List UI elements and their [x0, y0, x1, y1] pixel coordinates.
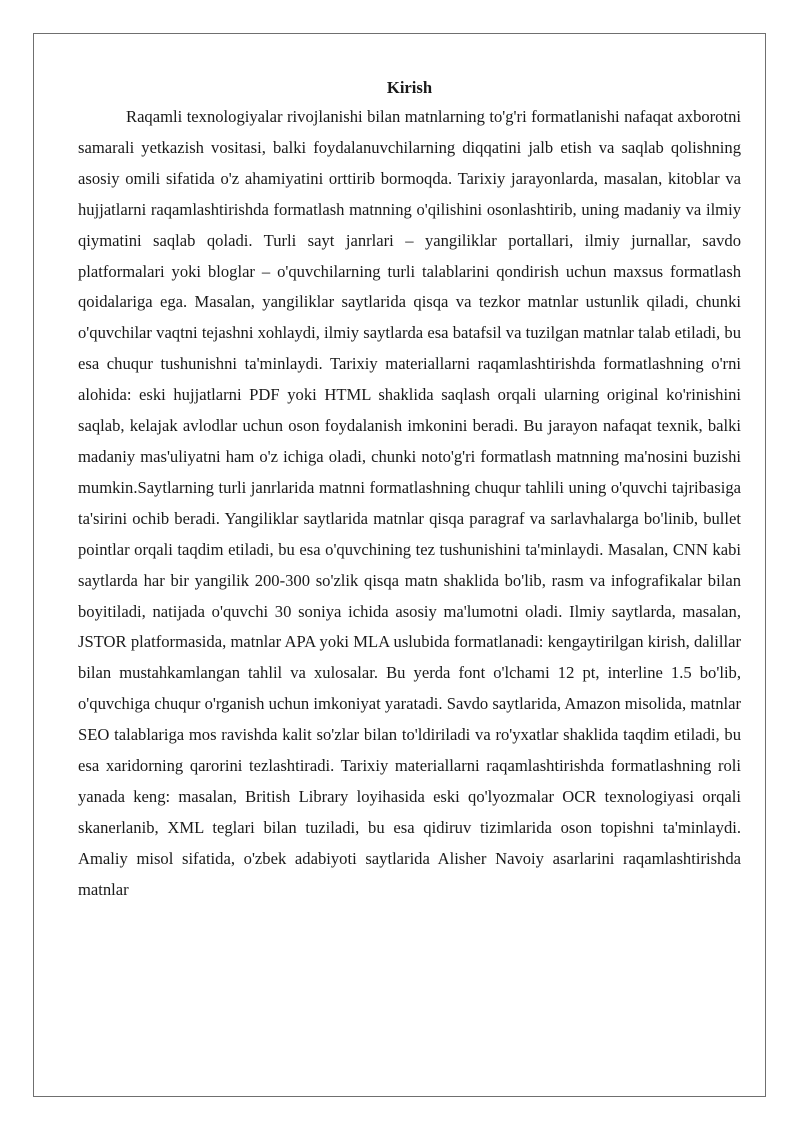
document-title: Kirish [386, 78, 433, 97]
document-content [78, 74, 741, 906]
document-paragraph: Raqamli texnologiyalar rivojlanishi bilan matnlarning to'g'ri formatlanishi nafaqat axborotni samarali yetkazish vositasi, balki foydalanuvchilarning diqqatini jalb etish va saqlab qolishning asosiy omili sifatida o'z ahamiyatini orttirib bormoqda. Tarixiy jarayonlarda, masalan, kitoblar va hujjatlarni raqamlashtirishda formatlash matnning o'qilishini osonlashtirib, uning madaniy va ilmiy qiymatini saqlab qoladi. Turli sayt janrlari – yangiliklar portallari, ilmiy jurnallar, savdo platformalari yoki bloglar – o'quvchilarning turli talablarini qondirish uchun maxsus formatlash qoidalariga ega. Masalan, yangiliklar saytlarida qisqa va tezkor matnlar ustunlik qiladi, chunki o'quvchilar vaqtni tejashni xohlaydi, ilmiy saytlarda esa batafsil va tuzilgan matnlar talab etiladi, bu esa chuqur tushunishni ta'minlaydi. Tarixiy materiallarni raqamlashtirishda formatlashning o'rni alohida: eski hujjatlarni PDF yoki HTML shaklida saqlash orqali ularning original ko'rinishini saqlab, kelajak avlodlar uchun oson foydalanish imkonini beradi. Bu jarayon nafaqat texnik, balki madaniy mas'uliyatni ham o'z ichiga oladi, chunki noto'g'ri formatlash matnning ma'nosini buzishi mumkin.Saytlarning turli janrlarida matnni formatlashning chuqur tahlili uning o'quvchi tajribasiga ta'sirini ochib beradi. Yangiliklar saytlarida matnlar qisqa paragraf va sarlavhalarga bo'linib, bullet pointlar orqali taqdim etiladi, bu esa o'quvchining tez tushunishini ta'minlaydi. Masalan, CNN kabi saytlarda har bir yangilik 200-300 so'zlik qisqa matn shaklida bo'lib, rasm va infografikalar bilan boyitiladi, natijada o'quvchi 30 soniya ichida asosiy ma'lumotni oladi. Ilmiy saytlarda, masalan, JSTOR platformasida, matnlar APA yoki MLA uslubida formatlanadi: kengaytirilgan kirish, dalillar bilan mustahkamlangan tahlil va xulosalar. Bu yerda font o'lchami 12 pt, interline 1.5 bo'lib, o'quvchiga chuqur o'rganish uchun imkoniyat yaratadi. Savdo saytlarida, Amazon misolida, matnlar SEO talablariga mos ravishda kalit so'zlar bilan to'ldiriladi va ro'yxatlar shaklida taqdim etiladi, bu esa xaridorning qarorini tezlashtiradi. Tarixiy materiallarni raqamlashtirishda formatlashning roli yanada keng: masalan, British Library loyihasida eski qo'lyozmalar OCR texnologiyasi orqali skanerlanib, XML teglari bilan tuziladi, bu esa qidiruv tizimlarida oson topishni ta'minlaydi. Amaliy misol sifatida, o'zbek adabiyoti saytlarida Alisher Navoiy asarlarini raqamlashtirishda matnlar [78, 107, 741, 899]
